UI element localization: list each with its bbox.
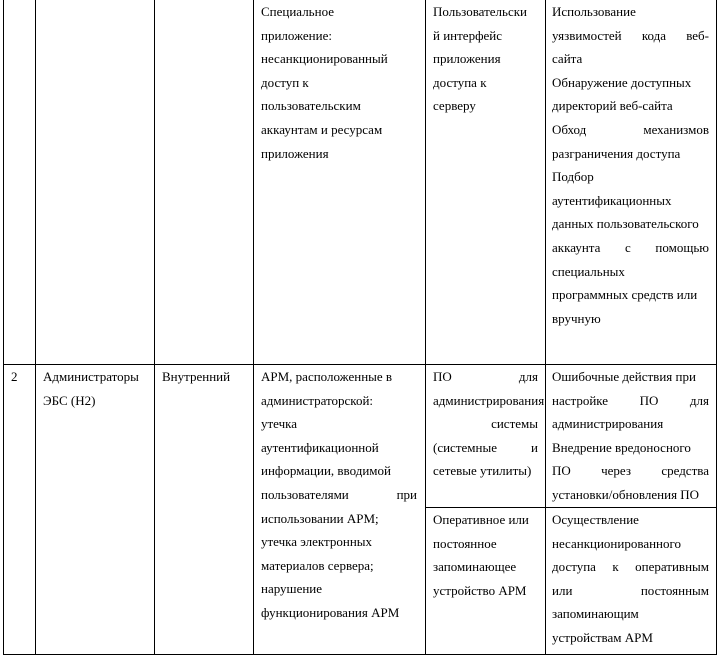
text-line: Обнаружение доступных	[552, 74, 692, 90]
text-line: нарушение	[261, 581, 323, 597]
text-line: ЭБС (Н2)	[43, 392, 96, 408]
table-border-right	[716, 0, 717, 655]
text-line: директорий веб-сайта	[552, 98, 673, 114]
text-line: запоминающее	[433, 559, 517, 575]
row-number: 2	[11, 369, 18, 384]
text-line: настройке ПО для	[552, 392, 709, 408]
column-divider	[545, 0, 546, 655]
text-line: серверу	[433, 98, 476, 114]
column-divider	[35, 0, 36, 655]
text-line: приложение:	[261, 27, 332, 43]
text-line: устройствам АРМ	[552, 629, 653, 645]
text-line: аккаунта с помощью	[552, 239, 709, 255]
text-line: использовании АРМ;	[261, 510, 379, 526]
text-line: установки/обновления ПО	[552, 486, 700, 502]
column-divider	[253, 0, 254, 655]
text-line: запоминающим	[552, 606, 639, 622]
text-line: администрирования	[433, 392, 545, 408]
text-line: Обход механизмов	[552, 121, 709, 137]
text-line: пользовательским	[261, 98, 361, 114]
text-line: пользователями при	[261, 486, 417, 502]
text-line: ПО через средства	[552, 463, 709, 479]
row2-threat-object-cell	[261, 365, 417, 625]
text-line: Подбор	[552, 169, 594, 185]
text-line: Пользовательски	[433, 4, 528, 19]
column-divider	[425, 0, 426, 655]
row2a-methods-cell	[552, 365, 709, 507]
text-line: Специальное	[261, 4, 334, 19]
text-line: материалов сервера;	[261, 557, 374, 573]
text-line: доступа к	[433, 74, 487, 90]
text-line: Внутренний	[162, 369, 231, 384]
text-line: Использование	[552, 4, 636, 19]
row2b-interface-cell	[433, 508, 541, 602]
text-line: или постоянным	[552, 582, 709, 598]
table-border-bottom	[3, 654, 717, 655]
row1-threat-object-cell	[261, 0, 419, 165]
text-line: доступа к оперативным	[552, 559, 709, 575]
text-line: администраторской:	[261, 392, 374, 408]
text-line: аккаунтам и ресурсам	[261, 121, 383, 137]
column-divider	[154, 0, 155, 655]
text-line: информации, вводимой	[261, 463, 391, 479]
row2-violator-cell	[43, 365, 151, 412]
text-line: несанкционированный	[261, 51, 388, 67]
text-line: разграничения доступа	[552, 145, 681, 161]
text-line: утечка	[261, 416, 298, 432]
text-line: й интерфейс	[433, 27, 502, 43]
text-line: Администраторы	[43, 369, 139, 384]
row1-interface-cell	[433, 0, 541, 118]
text-line: сетевые утилиты)	[433, 463, 532, 479]
text-line: приложения	[433, 51, 501, 67]
text-line: данных пользовательского	[552, 216, 699, 232]
row1-methods-cell	[552, 0, 709, 330]
text-line: уязвимостей кода веб-	[552, 27, 709, 43]
text-line: постоянное	[433, 535, 497, 551]
text-line: аутентификационной	[261, 439, 379, 455]
text-line: Внедрение вредоносного	[552, 439, 691, 455]
row2-type-cell	[162, 365, 250, 389]
text-line: несанкционированного	[552, 535, 682, 551]
text-line: вручную	[552, 310, 601, 326]
text-line: Оперативное или	[433, 512, 529, 527]
table-border-left	[3, 0, 4, 655]
text-line: (системные и	[433, 439, 538, 455]
row2-number-cell	[11, 365, 31, 389]
text-line: приложения	[261, 145, 329, 161]
text-line: системы	[491, 416, 538, 432]
text-line: функционирования АРМ	[261, 604, 400, 620]
text-line: утечка электронных	[261, 534, 373, 550]
text-line: аутентификационных	[552, 192, 672, 208]
text-line: АРМ, расположенные в	[261, 369, 393, 384]
text-line: администрирования	[552, 416, 664, 432]
text-line: Ошибочные действия при	[552, 369, 696, 384]
text-line: сайта	[552, 51, 583, 67]
text-line: программных средств или	[552, 287, 698, 303]
text-line: устройство АРМ	[433, 582, 527, 598]
text-line: ПО для	[433, 369, 538, 384]
row2a-interface-cell	[433, 365, 545, 483]
text-line: доступ к	[261, 74, 309, 90]
text-line: Осуществление	[552, 512, 639, 527]
row2b-methods-cell	[552, 508, 709, 650]
text-line: специальных	[552, 263, 625, 279]
